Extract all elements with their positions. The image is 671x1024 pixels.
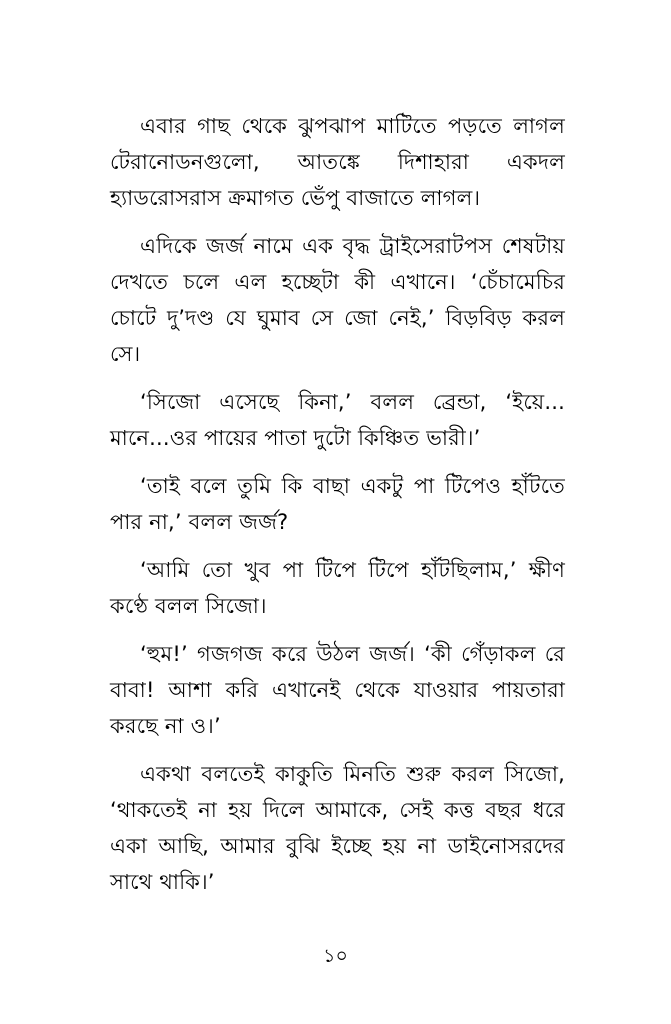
paragraph-2: এদিকে জর্জ নামে এক বৃদ্ধ ট্রাইসেরাটপস শেষটায় দেখতে চলে এল হচ্ছেটা কী এখানে। ‘চেঁচামেচির চোটে দু’দণ্ড যে ঘুমাব সে জো নেই,’ বিড়বিড় করল সে। [110,234,565,366]
paragraph-7: একথা বলতেই কাকুতি মিনতি শুরু করল সিজো, ‘থাকতেই না হয় দিলে আমাকে, সেই কত্ত বছর ধরে একা আছি, আমার বুঝি ইচ্ছে হয় না ডাইনোসরদের সাথে থাকি।’ [110,762,565,894]
paragraph-4: ‘তাই বলে তুমি কি বাছা একটু পা টিপেও হাঁটতে পার না,’ বলল জর্জ? [110,474,565,534]
paragraph-3: ‘সিজো এসেছে কিনা,’ বলল ব্রেন্ডা, ‘ইয়ে... মানে...ওর পায়ের পাতা দুটো কিঞ্চিত ভারী।’ [110,390,565,450]
paragraph-6: ‘হুম!’ গজগজ করে উঠল জর্জ। ‘কী গেঁড়াকল রে বাবা! আশা করি এখানেই থেকে যাওয়ার পায়তারা করছে না ও।’ [110,642,565,738]
paragraph-1: এবার গাছ থেকে ঝুপঝাপ মাটিতে পড়তে লাগল টেরানোডনগুলো, আতঙ্কে দিশাহারা একদল হ্যাডরোসরাস ক্রমাগত ভেঁপু বাজাতে লাগল। [110,114,565,210]
page-number: ১০ [323,945,348,967]
page-body [110,108,565,912]
paragraph-5: ‘আমি তো খুব পা টিপে টিপে হাঁটছিলাম,’ ক্ষীণ কণ্ঠে বলল সিজো। [110,558,565,618]
